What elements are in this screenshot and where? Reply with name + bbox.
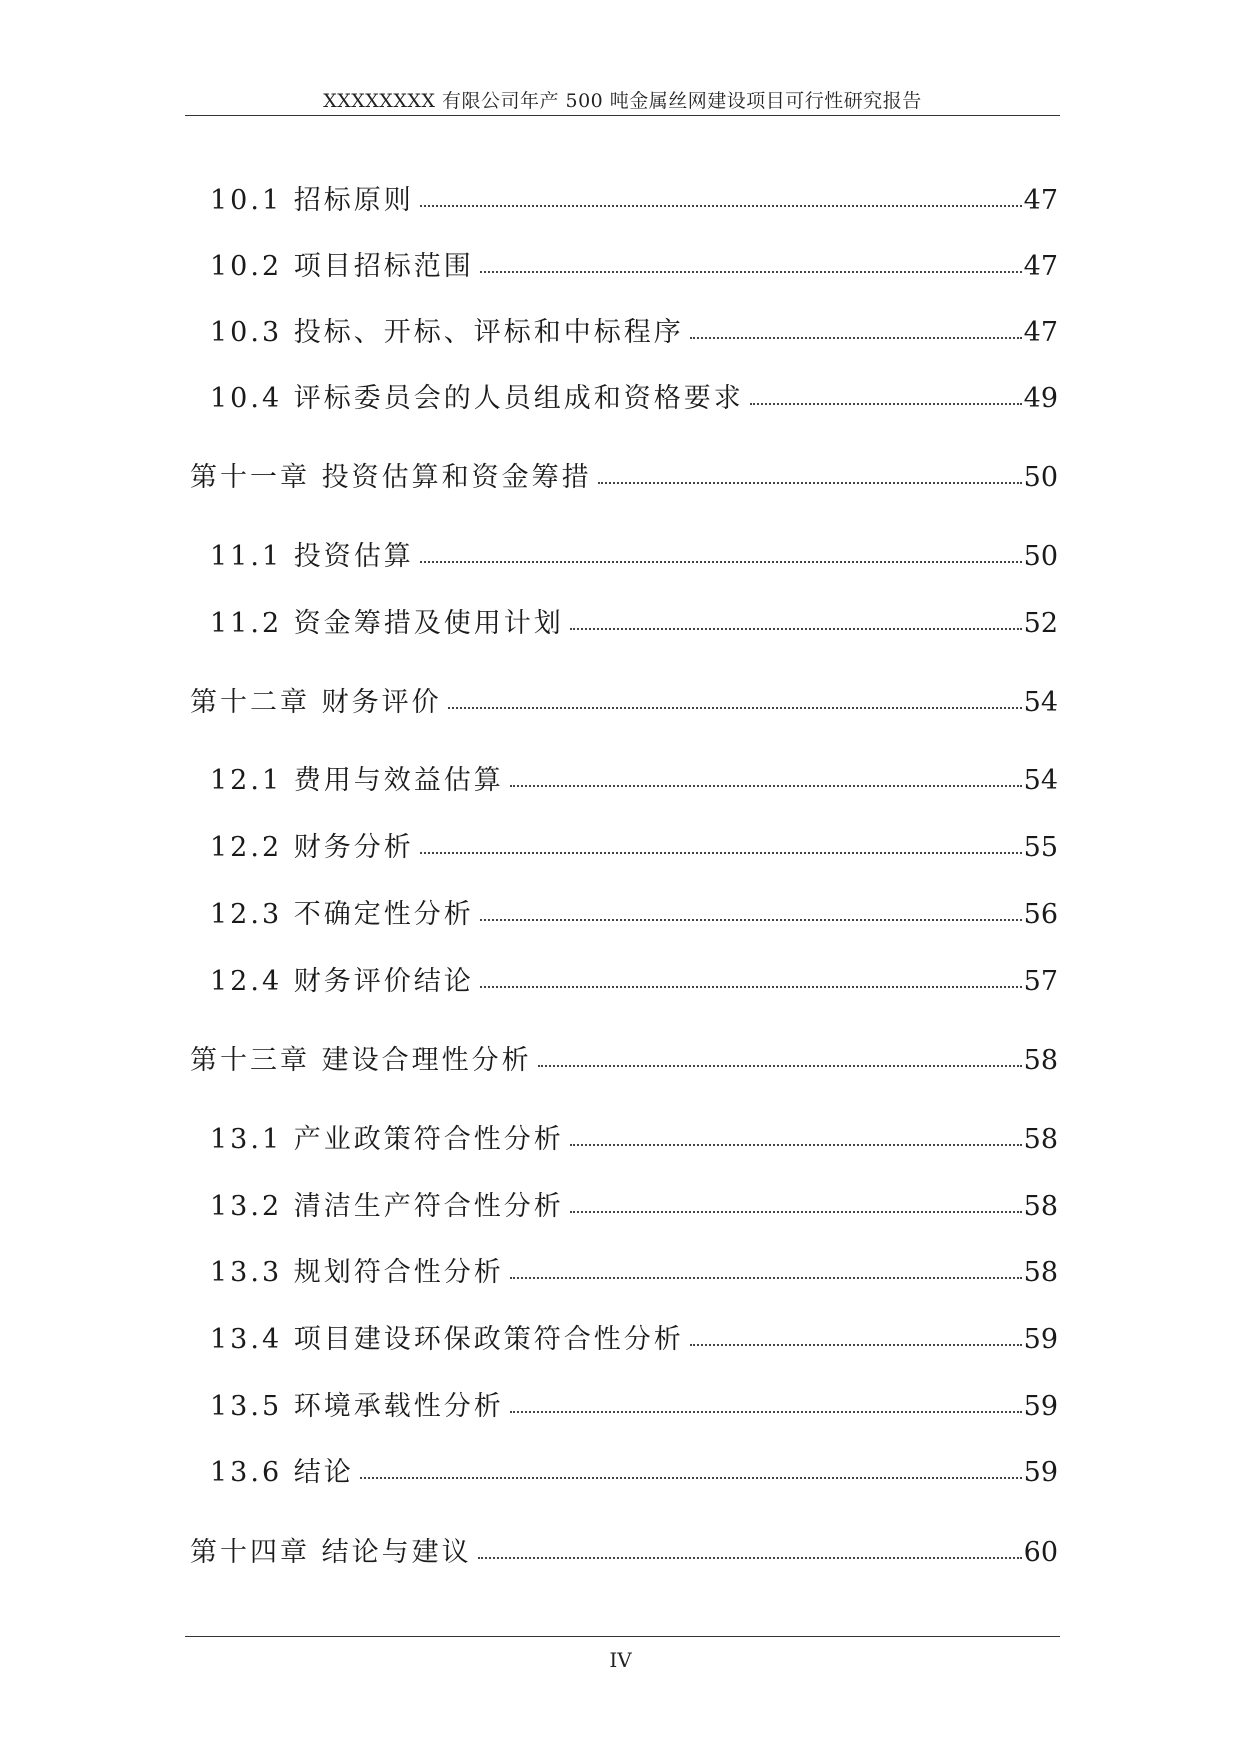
toc-entry-page: 55 <box>1023 832 1058 863</box>
toc-entry-page: 58 <box>1023 1045 1058 1076</box>
toc-entry[interactable] <box>210 601 1058 641</box>
toc-entry-label: 11.2 资金筹措及使用计划 <box>210 608 564 639</box>
toc-entry[interactable] <box>210 1384 1058 1424</box>
toc-chapter-entry[interactable] <box>190 455 1058 495</box>
toc-entry-label: 第十四章 结论与建议 <box>190 1537 472 1568</box>
toc-entry[interactable] <box>210 1450 1058 1490</box>
toc-entry[interactable] <box>210 1250 1058 1290</box>
toc-entry-page: 59 <box>1023 1457 1058 1488</box>
dot-leader <box>570 606 1022 630</box>
dot-leader <box>420 830 1022 854</box>
toc-entry-label: 12.2 财务分析 <box>210 832 414 863</box>
toc-entry-page: 47 <box>1023 251 1058 282</box>
dot-leader <box>570 1122 1022 1146</box>
dot-leader <box>510 1389 1022 1413</box>
dot-leader <box>538 1043 1022 1067</box>
toc-entry-page: 59 <box>1023 1324 1058 1355</box>
toc-entry-label: 12.3 不确定性分析 <box>210 899 474 930</box>
toc-entry-label: 第十一章 投资估算和资金筹措 <box>190 462 592 493</box>
toc-entry-page: 54 <box>1023 765 1058 796</box>
dot-leader <box>478 1535 1022 1559</box>
toc-entry-page: 58 <box>1023 1124 1058 1155</box>
toc-entry-page: 47 <box>1023 185 1058 216</box>
dot-leader <box>690 1322 1022 1346</box>
toc-entry-label: 10.3 投标、开标、评标和中标程序 <box>210 317 684 348</box>
toc-entry-page: 56 <box>1023 899 1058 930</box>
toc-entry[interactable] <box>210 758 1058 798</box>
toc-entry-page: 49 <box>1023 383 1058 414</box>
toc-entry-page: 47 <box>1023 317 1058 348</box>
toc-entry-page: 60 <box>1023 1537 1058 1568</box>
dot-leader <box>420 183 1022 207</box>
dot-leader <box>750 381 1022 405</box>
toc-entry[interactable] <box>210 310 1058 350</box>
toc-entry[interactable] <box>210 959 1058 999</box>
toc-entry[interactable] <box>210 178 1058 218</box>
toc-entry-page: 50 <box>1023 541 1058 572</box>
toc-entry-page: 50 <box>1023 462 1058 493</box>
toc-entry-label: 13.5 环境承载性分析 <box>210 1391 504 1422</box>
running-header: XXXXXXXX 有限公司年产 500 吨金属丝网建设项目可行性研究报告 <box>323 90 922 112</box>
toc-entry-page: 58 <box>1023 1257 1058 1288</box>
toc-entry[interactable] <box>210 825 1058 865</box>
toc-chapter-entry[interactable] <box>190 680 1058 720</box>
dot-leader <box>480 964 1022 988</box>
toc-entry[interactable] <box>210 1117 1058 1157</box>
toc-entry-label: 13.2 清洁生产符合性分析 <box>210 1191 564 1222</box>
page-number: IV <box>609 1648 632 1672</box>
toc-entry-label: 第十二章 财务评价 <box>190 687 442 718</box>
toc-entry-label: 13.6 结论 <box>210 1457 354 1488</box>
dot-leader <box>420 539 1022 563</box>
toc-entry[interactable] <box>210 892 1058 932</box>
toc-entry-label: 13.1 产业政策符合性分析 <box>210 1124 564 1155</box>
toc-entry-page: 52 <box>1023 608 1058 639</box>
toc-chapter-entry[interactable] <box>190 1530 1058 1570</box>
dot-leader <box>480 897 1022 921</box>
toc-entry[interactable] <box>210 244 1058 284</box>
dot-leader <box>480 249 1022 273</box>
toc-entry-label: 12.1 费用与效益估算 <box>210 765 504 796</box>
dot-leader <box>690 315 1022 339</box>
footer-rule <box>185 1636 1060 1637</box>
toc-entry-label: 13.4 项目建设环保政策符合性分析 <box>210 1324 684 1355</box>
toc-entry-label: 10.4 评标委员会的人员组成和资格要求 <box>210 383 744 414</box>
toc-entry[interactable] <box>210 1317 1058 1357</box>
toc-chapter-entry[interactable] <box>190 1038 1058 1078</box>
toc-entry-label: 10.2 项目招标范围 <box>210 251 474 282</box>
dot-leader <box>448 685 1022 709</box>
toc-entry-page: 58 <box>1023 1191 1058 1222</box>
toc-entry-label: 11.1 投资估算 <box>210 541 414 572</box>
toc-entry[interactable] <box>210 1184 1058 1224</box>
dot-leader <box>598 460 1022 484</box>
dot-leader <box>570 1189 1022 1213</box>
toc-entry[interactable] <box>210 376 1058 416</box>
dot-leader <box>510 1255 1022 1279</box>
toc-entry[interactable] <box>210 534 1058 574</box>
dot-leader <box>360 1455 1022 1479</box>
dot-leader <box>510 763 1022 787</box>
toc-entry-page: 57 <box>1023 966 1058 997</box>
toc-entry-label: 10.1 招标原则 <box>210 185 414 216</box>
toc-entry-label: 12.4 财务评价结论 <box>210 966 474 997</box>
toc-entry-label: 第十三章 建设合理性分析 <box>190 1045 532 1076</box>
toc-entry-page: 54 <box>1023 687 1058 718</box>
toc-entry-page: 59 <box>1023 1391 1058 1422</box>
toc-entry-label: 13.3 规划符合性分析 <box>210 1257 504 1288</box>
